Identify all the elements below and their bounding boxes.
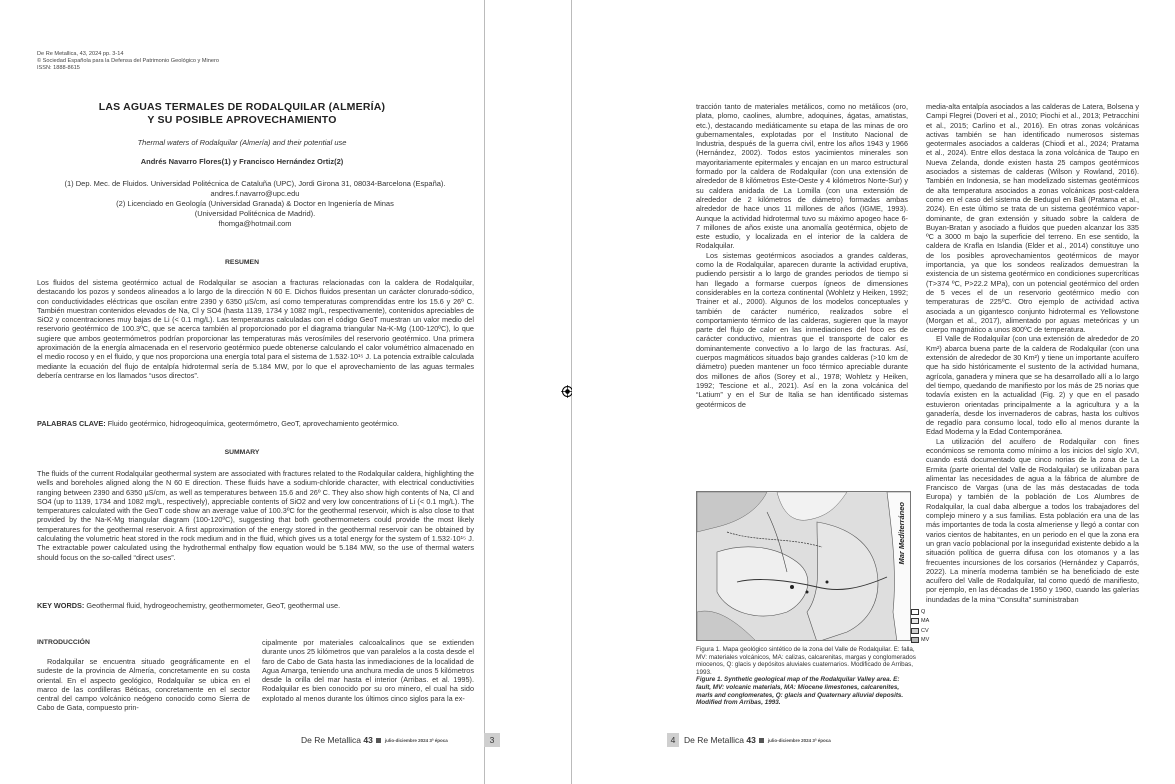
figure-caption [696,646,916,707]
caption-english: Figure 1. Synthetic geological map of the Rodalquilar Valley area. E: fault, MV: volcanic materials, MA: Miocene limestones, calcarenites, marls and conglomerates, Q: glacis and Quaternary alluvial deposits. Modified from Arribas, 1993. [696,676,904,707]
publication-meta [37,51,219,72]
affiliation-line: (Universidad Politécnica de Madrid). [194,209,316,218]
affiliation-line: (2) Licenciado en Geología (Universidad Granada) & Doctor en Ingeniería de Minas [116,199,394,208]
paragraph: media-alta entalpía asociados a las calderas de Latera, Bolsena y Campi Flegrei (Doveri et al., 2010; Piochi et al., 2013; Petracchini et al., 2015; Carlino et al., 2016). En otras zonas volcánicas activas también se han identificado numerosos sistemas geotermales asociados a calderas (Chiodi et al., 2024; Pratama et al., 2024). Entre ellos destaca la zona volcánica de Taupo en Nueva Zelanda, donde existen hasta 25 campos geotérmicos asociados a sistemas de calderas (Wilson y Rowland, 2016). También en Indonesia, se han modelizado sistemas geotérmicos de alta temperatura asociados a zonas volcánicas post-caldera como en el caso del sistema de Bedugul en Bali (Pratama et al., 2024). En este último se trata de un sistema geotérmico vapor-dominante, de gran extensión y situado sobre la caldera de Buyan-Bratan y asociado a fluidos que pueden alcanzar los 335 ºC a 3000 m bajo la superficie del terreno. En ese sentido, la caldera de Krafla en Islandia (Elder et al., 2014) constituye uno de los posibles aprovechamientos geotérmicos de mayor importancia, ya que los sondeos realizados demuestran la existencia de un sistema geotérmico en condiciones supercríticas (T>374 ºC, P>22.2 MPa), con un potencial geotérmico del orden de 5 veces el de un reservorio geotérmico medio con temperaturas de 225ºC. Otro ejemplo de actividad activa asociada a un gigantesco conjunto hidrotermal es Yellowstone (Morgan et al., 2017), alimentado por aguas meteóricas y un cuerpo magmático a unos 800ºC de temperatura. [926,102,1139,335]
paragraph: El Valle de Rodalquilar (con una extensión de alrededor de 20 Km²) abarca buena parte de la caldera de Rodalquilar (con una extensión de alrededor de 30 Km²) y tiene un importante acuífero que ha sido históricamente el sustento de la actividad humana, agrícola, ganadera y minera que se ha desarrollado allí a lo largo del tiempo, quedando de manifiesto por los más de 25 norias que todavía existen en la actualidad (Fig. 2) y que en el pasado estuvieron orientadas principalmente a la agricultura y a la ganadería, desde los invernaderos de cabras, hasta los cultivos de regadío para consumo local, todo ello al menos durante la Edad Moderna y la Edad Contemporánea. [926,334,1139,437]
legend-item: MV [911,636,933,646]
right-page-number [667,733,679,747]
geological-map-drawing [697,492,911,641]
meta-line: ISSN: 1888-8615 [37,65,80,71]
article-subtitle: Thermal waters of Rodalquilar (Almería) and their potential use [137,138,347,147]
legend-item: Q [911,607,933,617]
caption-spanish: Figura 1. Mapa geológico sintético de la zona del Valle de Rodalquilar. E: falla, MV: materiales volcánicos, MA: calizas, calcarenitas, margas y conglomerados miocenos, Q: glacis y depósitos aluviales cuaternarios. Modificado de Arribas, 1993. [696,646,916,676]
palabras-clave [37,419,474,428]
resumen-text: Los fluidos del sistema geotérmico actual de Rodalquilar se asocian a fracturas relacionadas con la caldera de Rodalquilar, destacando los pozos y sondeos alineados a lo largo de la dirección N 60 E. Dichos fluidos presentan un carácter clorurado-sódico, con conductividades eléctricas que oscilan entre 2390 y 6350 µS/cm, así como temperaturas comprendidas entre los 15.6 y 26º C. También muestran contenidos elevados de Na, Cl y SO4 (hasta 1139, 1734 y 1082 mg/L, respectivamente), contenidos apreciables de SiO2 y concentraciones muy bajas de Li (< 0.1 mg/L). Las temperaturas calculadas con el código GeoT muestran un valor medio del reservorio geotérmico de 100.3ºC, que se acerca también al proporcionado por el diagrama triangular Na-K-Mg (100-120ºC), lo que sugiere que ambos geotermómetros podrían proporcionar las temperaturas más verosímiles del reservorio geotérmico. Una primera aproximación de la energía almacenada en el reservorio geotérmico puede obtenerse calculando el calor volumétrico almacenado en el medio rocoso y en el fluido, y que nos proporciona una energía total para el sistema de 1.532·10¹⁵ J. La potencia extraíble calculada mediante la ecuación del flujo de entalpía hidrotermal sería de 5.184 MW, por lo que el aprovechamiento de las aguas termales debería centrarse en los llamados “usos directos”. [37,278,474,380]
right-column-2 [926,102,1139,746]
footer-issue: julio-diciembre 2024 3ª época [767,737,831,743]
left-page-number [484,733,500,747]
legend-swatch [911,618,919,624]
meta-line: © Sociedad Española para la Defensa del Patrimonio Geológico y Minero [37,58,219,64]
page-footer [684,733,831,747]
page-gutter [484,0,572,784]
footer-issue: julio-diciembre 2024 3ª época [384,737,448,743]
footer-brand: De Re Metallica 43 [301,735,373,745]
intro-column-2: cipalmente por materiales calcoalcalinos que se extienden durante unos 25 kilómetros que van paralelos a la costa desde el faro de Cabo de Gata hasta las inmediaciones de la localidad de Agua Amarga, teniendo una anchura media de unos 5 kilómetros desde la orilla del mar hasta el interior (Arribas. et al. 1995). Rodalquilar es bien conocido por su oro minero, el cual ha sido explotado al menos durante los últimos cinco siglos para la ex- [262,638,474,703]
footer-brand: De Re Metallica 43 [684,735,756,745]
affiliations [30,179,480,229]
key-words-text: Geothermal fluid, hydrogeochemistry, geothermometer, GeoT, geothermal use. [86,601,341,610]
map-label-sea: Mar Mediterráneo [897,502,906,565]
legend-item: CV [911,626,933,636]
footer-bullet [376,738,381,743]
intro-column-1: Rodalquilar se encuentra situado geográficamente en el sudeste de la provincia de Almería, concretamente en su costa oriental. En el aspecto geológico, Rodalquilar se ubica en el marco de las cordilleras Béticas, concretamente en el sector central del campo volcánico neógeno conocido como Sierra de Cabo de Gata, compuesto prin- [37,657,250,713]
legend-swatch [911,609,919,615]
summary-heading: SUMMARY [224,449,260,456]
key-words-label: KEY WORDS: [37,601,85,610]
intro-heading: INTRODUCCIÓN [37,639,90,646]
page-number: 4 [667,733,679,747]
left-page [0,0,484,784]
right-column-1 [696,102,908,460]
affiliation-email: fhomga@hotmail.com [218,219,292,228]
palabras-clave-text: Fluido geotérmico, hidrogeoquímica, geotermómetro, GeoT, aprovechamiento geotérmico. [107,419,399,428]
geological-map-figure [696,491,911,641]
affiliation-email: andres.f.navarro@upc.edu [210,189,300,198]
map-legend [911,607,933,645]
palabras-clave-label: PALABRAS CLAVE: [37,419,106,428]
legend-item: MA [911,617,933,627]
title-line: LAS AGUAS TERMALES DE RODALQUILAR (ALMERÍA) [98,101,386,113]
paragraph: tracción tanto de materiales metálicos, como no metálicos (oro, plata, plomo, caolines, alumbre, adoquines, ágatas, amatistas, etc.), destacando mediáticamente su etapa de las minas de oro gubernamentales, explotadas por el Instituto Nacional de Industria, después de la guerra civil, entre los años 1943 y 1966 (Hernández, 2002). Todos estos yacimientos minerales son mayoritariamente epitermales y encajan en un marco estructural formado por la caldera de Rodalquilar (con una extensión de alrededor de 8 kilómetros Este-Oeste y 4 kilómetros Norte-Sur) y su caldera anidada de La Lomilla (con una extensión de alrededor de 2 kilómetros de diámetro) formadas ambas alrededor de hace unos 11 millones de años (IGME, 1993). Aunque la actividad hidrotermal tuvo su máximo apogeo hace 6-7 millones de años existe una anomalía geotérmica, objeto de este estudio, y localizada en el interior de la caldera de Rodalquilar. [696,102,908,251]
title-line: Y SU POSIBLE APROVECHAMIENTO [147,114,337,126]
resumen-heading: RESUMEN [225,259,259,266]
legend-swatch [911,637,919,643]
key-words [37,601,474,610]
paragraph: Los sistemas geotérmicos asociados a grandes calderas, como la de Rodalquilar, aparecen durante la actividad eruptiva, pudiendo persistir a lo largo de grandes periodos de tiempo si han llegado a formarse cuerpos ígneos de dimensiones considerables en la corteza continental (Wohletz y Heiken, 1992; Trainer et al., 2000). Algunos de los modelos conceptuales y también de carácter numérico, realizados sobre el comportamiento térmico de las calderas, sugieren que la mayor parte del flujo de calor en las inmediaciones del foco es de carácter conductivo, mientras que el transporte de calor es dominantemente convectivo a lo largo de las fracturas. Así, cuerpos magmáticos situados bajo grandes calderas (>10 km de diámetro) pueden mantener un foco térmico apreciable durante dos millones de años (Sorey et al., 1978; Wohletz y Heiken, 1992; Tescione et al., 2021). Así en la zona volcánica del “Latium” y en el Sur de Italia se han identificado sistemas geotérmicos de [696,250,908,409]
affiliation-line: (1) Dep. Mec. de Fluidos. Universidad Politécnica de Cataluña (UPC), Jordi Girona 31, 08034-Barcelona (España). [64,179,446,188]
legend-swatch [911,628,919,634]
article-title [0,101,484,127]
summary-text: The fluids of the current Rodalquilar geothermal system are associated with fractures related to the Rodalquilar caldera, highlighting the wells and boreholes aligned along the N 60 E direction. These fluids have a sodium-chloride character, with electrical conductivities ranging between 2390 and 6350 µS/cm, as well as temperatures between 15.6 and 26º C. They also show high contents of Na, Cl and SO4 (up to 1139, 1734 and 1082 mg/L, respectively), appreciable contents of SiO2 and very low concentrations of Li (< 0.1 mg/L). The temperatures calculated with the GeoT code show an average value of 100.3ºC for the geothermal reservoir, which is also close to that provided by the Na-K-Mg triangular diagram (100-120ºC), suggesting that both geothermometers could provide the most likely temperatures for the geothermal reservoir. A first approximation of the energy stored in the geothermal reservoir can be obtained by calculating the volumetric heat stored in the rock medium and in the fluid, which gives us a total energy for the system of 1.532·10¹⁵ J. The extractable power calculated using the hydrothermal enthalpy flow equation would be 5.184 MW, so the use of thermal waters should focus on the so-called “direct uses”. [37,469,474,562]
paragraph: La utilización del acuífero de Rodalquilar con fines económicos se remonta como mínimo a los inicios del siglo XVI, cuando está documentado que cinco norias de la zona de La Ermita (parte oriental del Valle de Rodalquilar) se utilizaban para alimentar las necesidades de agua a la fábrica de alumbre de Francisco de Vargas (una de las más destacadas de toda Europa) y también de la población de Los Alumbres de Rodalquilar, la cual daba albergue a todos los trabajadores del complejo minero y a sus familias. Esta población era una de las más importantes de toda la costa almeriense y llegó a contar con varios cientos de habitantes, en un periodo en el que la zona era un gran vacío poblacional por la inseguridad existente debido a la situación política de guerra difusa con los otomanos y a las frecuentes incursiones de los corsarios (Hernández y Caparrós, 2022). La minería moderna también se ha beneficiado de este acuífero del Valle de Rodalquilar, tal como quedó de manifiesto, por ejemplo, en las décadas de 1950 y 1960, cuando las galerías inundadas de la mina “Consulta” suministraban [926,436,1139,604]
meta-line: De Re Metallica, 43, 2024 pp. 3-14 [37,51,124,57]
page-number: 3 [484,733,500,747]
article-authors: Andrés Navarro Flores(1) y Francisco Hernández Ortiz(2) [140,157,344,166]
footer-bullet [759,738,764,743]
page-footer [301,733,448,747]
